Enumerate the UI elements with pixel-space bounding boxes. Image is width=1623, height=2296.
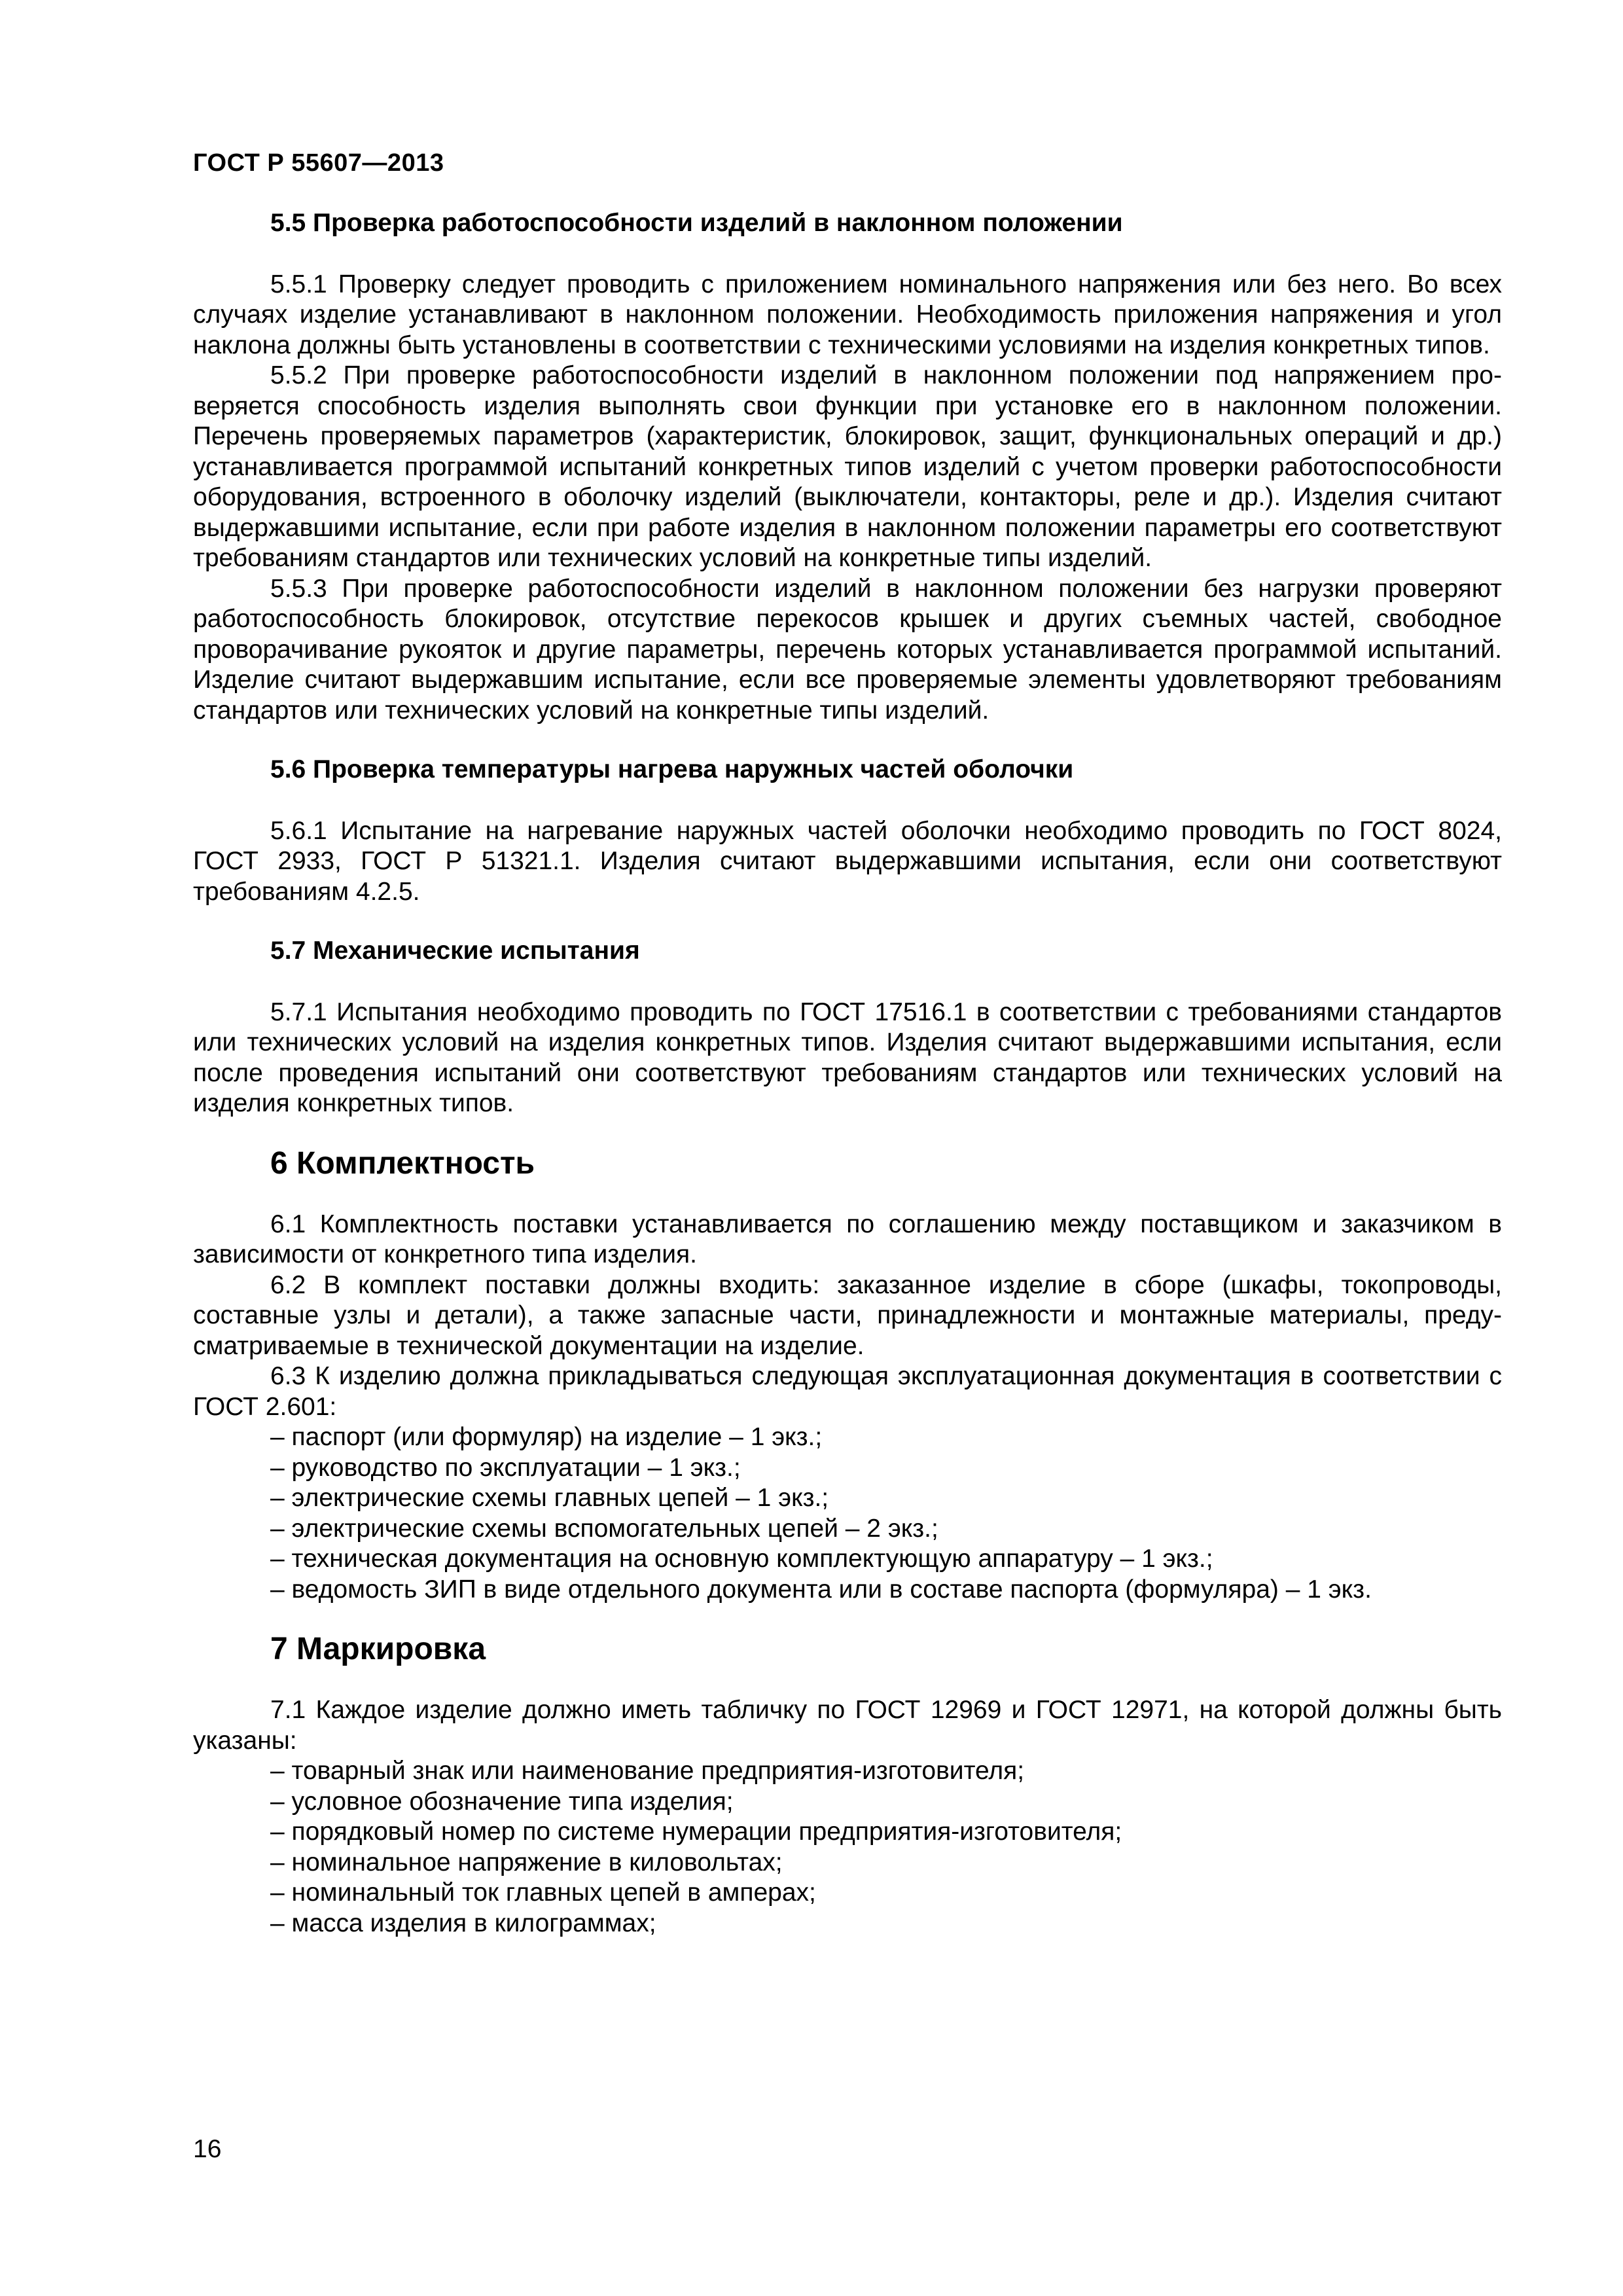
- spacer: [193, 726, 1502, 755]
- heading-section-6: 6 Комплектность: [270, 1145, 535, 1181]
- heading-5-5: 5.5 Проверка работоспособности изделий в наклонном положении: [270, 209, 1123, 237]
- page-number: 16: [193, 2135, 222, 2163]
- spacer: [193, 1119, 1502, 1145]
- document-header: ГОСТ Р 55607—2013: [193, 149, 444, 177]
- list-item: – ведомость ЗИП в виде отдельного документа или в составе паспорта (формуляра) – 1 экз.: [270, 1575, 1372, 1604]
- spacer: [193, 1605, 1502, 1631]
- paragraph-5-5-2: 5.5.2 При проверке работоспособности изделий в наклонном положении под напряжением проверяется способность изделия выполнять свои функции при установке его в наклонном положении. Перечень проверяемых параметров (характеристик, блокировок, защит, функциональных операций и др.) устанавливается программой испытаний конкретных типов изделий с учетом проверки работоспособности оборудования, встроенного в оболочку изделий (выключатели, контакторы, реле и др.). Изделия считают выдержавшими испытание, если при работе изделия в наклонном положении параметры его соответствуют требованиям стандартов или технических условий на конкретные типы изделий.: [193, 361, 1502, 572]
- heading-5-7: 5.7 Механические испытания: [270, 937, 640, 965]
- paragraph-7-1: 7.1 Каждое изделие должно иметь табличку по ГОСТ 12969 и ГОСТ 12971, на которой должны быть указаны:: [193, 1696, 1502, 1755]
- paragraph-6-2: 6.2 В комплект поставки должны входить: заказанное изделие в сборе (шкафы, токопроводы, составные узлы и детали), а также запасные части, принадлежности и монтажные материалы, предусматриваемые в технической документации на изделие.: [193, 1270, 1502, 1360]
- list-item: – электрические схемы вспомогательных цепей – 2 экз.;: [270, 1514, 938, 1543]
- list-item: – техническая документация на основную комплектующую аппаратуру – 1 экз.;: [270, 1545, 1213, 1573]
- list-item: – товарный знак или наименование предприятия-изготовителя;: [270, 1757, 1025, 1785]
- marking-list: [193, 1756, 1502, 1939]
- paragraph-5-5-1: 5.5.1 Проверку следует проводить с приложением номинального напряжения или без него. Во всех случаях изделие устанавливают в наклонном положении. Необходимость приложения напряжения и угол наклона должны быть установлены в соответствии с техническими условиями на изделия конкретных типов.: [193, 270, 1502, 359]
- list-item: – электрические схемы главных цепей – 1 экз.;: [270, 1484, 829, 1512]
- paragraph-5-5-3: 5.5.3 При проверке работоспособности изделий в наклонном положении без нагрузки проверяют работоспособность блокировок, отсутствие перекосов крышек и других съемных частей, свободное проворачивание рукояток и другие параметры, перечень которых устанавливается программой испытаний. Изделие считают выдержавшим испытание, если все проверяемые элементы удовлетворяют требованиям стандартов или технических условий на конкретные типы изделий.: [193, 574, 1502, 725]
- list-item: – номинальное напряжение в киловольтах;: [270, 1848, 783, 1876]
- documentation-list: [193, 1422, 1502, 1605]
- list-item: – паспорт (или формуляр) на изделие – 1 экз.;: [270, 1423, 823, 1451]
- heading-section-7: 7 Маркировка: [270, 1632, 486, 1666]
- document-body: [193, 208, 1502, 1939]
- list-item: – порядковый номер по системе нумерации предприятия-изготовителя;: [270, 1818, 1122, 1846]
- spacer: [193, 907, 1502, 936]
- heading-5-6: 5.6 Проверка температуры нагрева наружных частей оболочки: [270, 755, 1074, 783]
- list-item: – масса изделия в килограммах;: [270, 1909, 656, 1937]
- paragraph-6-1: 6.1 Комплектность поставки устанавливается по соглашению между поставщиком и заказчиком в зависимости от конкретного типа изделия.: [193, 1210, 1502, 1268]
- paragraph-5-7-1: 5.7.1 Испытания необходимо проводить по ГОСТ 17516.1 в соответствии с требованиями стандартов или технических условий на изделия конкретных типов. Изделия считают выдержавшими испытания, если после проведения испытаний они соответствуют требованиям стандартов или технических условий на изделия конкретных типов.: [193, 997, 1502, 1117]
- list-item: – руководство по эксплуатации – 1 экз.;: [270, 1453, 741, 1482]
- list-item: – номинальный ток главных цепей в амперах;: [270, 1878, 816, 1907]
- list-item: – условное обозначение типа изделия;: [270, 1787, 734, 1816]
- paragraph-6-3: 6.3 К изделию должна прикладываться следующая эксплуатационная документация в соответствии с ГОСТ 2.601:: [193, 1362, 1502, 1421]
- paragraph-5-6-1: 5.6.1 Испытание на нагревание наружных частей оболочки необходимо проводить по ГОСТ 8024, ГОСТ 2933, ГОСТ Р 51321.1. Изделия считают выдержавшими испытания, если они соответствуют требованиям 4.2.5.: [193, 816, 1502, 906]
